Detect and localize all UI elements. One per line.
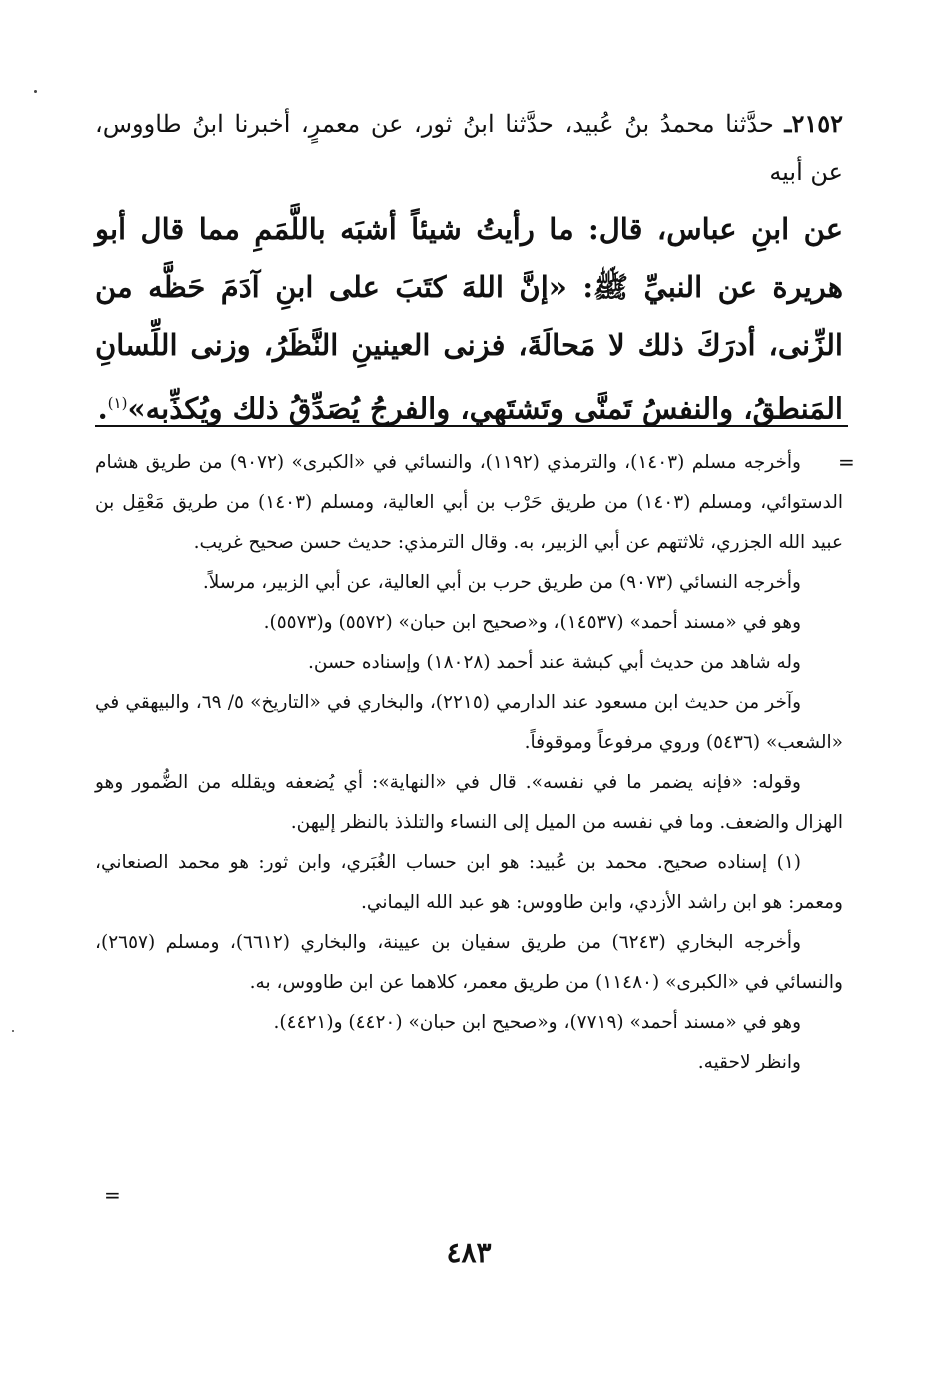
hadith-number: ٢١٥٢ـ (784, 109, 843, 138)
footnote-paragraph: وهو في «مسند أحمد» (١٤٥٣٧)، و«صحيح ابن حبان» (٥٥٧٢) و(٥٥٧٣). (263, 612, 801, 633)
matn-end-mark: . (97, 391, 108, 426)
scan-speck (34, 90, 37, 93)
footnote-separator (95, 425, 848, 427)
footnote-paragraph: وله شاهد من حديث أبي كبشة عند أحمد (١٨٠٢٨) وإسناده حسن. (308, 652, 801, 673)
hadith-matn (95, 200, 843, 438)
footnote-paragraph: وأخرجه النسائي (٩٠٧٣) من طريق حرب بن أبي العالية، عن أبي الزبير، مرسلاً. (202, 572, 801, 593)
footnote-paragraph: وانظر لاحقيه. (697, 1052, 801, 1073)
continuation-mark-top: = (838, 450, 855, 474)
scan-speck (12, 1030, 14, 1032)
page-number: ٤٨٣ (446, 1236, 492, 1269)
hadith-isnad (95, 100, 843, 196)
footnote-paragraph: وقوله: «فإنه يضمر ما في نفسه». قال في «النهاية»: أي يُضعفه ويقلله من الضُّمور وهو الهزال والضعف. وما في نفسه من الميل إلى النساء والتلذذ بالنظر إليهن. (95, 772, 843, 833)
matn-text: عن ابنِ عباس، قال: ما رأيتُ شيئاً أشبَه باللَّمَمِ مما قال أبو هريرة عن النبيِّ ﷺ: «إنَّ اللهَ كتَبَ على ابنِ آدَمَ حَظَّه من الزِّنى، أدرَكَ ذلك لا مَحالَةَ، فزنى العينينِ النَّظَرُ، وزنى اللِّسانِ المَنطقُ، والنفسُ تَمنَّى وتَشتَهي، والفرجُ يُصَدِّقُ ذلك ويُكذِّبه» (95, 212, 843, 426)
footnote-paragraph: وأخرجه مسلم (١٤٠٣)، والترمذي (١١٩٢)، والنسائي في «الكبرى» (٩٠٧٢) من طريق هشام الدستوائي، ومسلم (١٤٠٣) من طريق حَرْب بن أبي العالية، ومسلم (١٤٠٣) من طريق مَعْقِل بن عبيد الله الجزري، ثلاثتهم عن أبي الزبير، به. وقال الترمذي: حديث حسن صحيح غريب. (95, 452, 843, 553)
isnad-text: حدَّثنا محمدُ بنُ عُبيد، حدَّثنا ابنُ ثور، عن معمرٍ، أخبرنا ابنُ طاووس، عن أبيه (95, 110, 843, 186)
continuation-mark-bottom: = (104, 1183, 121, 1207)
footnote-paragraph: وهو في «مسند أحمد» (٧٧١٩)، و«صحيح ابن حبان» (٤٤٢٠) و(٤٤٢١). (273, 1012, 801, 1033)
footnote-ref: (١) (107, 394, 128, 412)
footnote-paragraph: وأخرجه البخاري (٦٢٤٣) من طريق سفيان بن عيينة، والبخاري (٦٦١٢)، ومسلم (٢٦٥٧)، والنسائي في «الكبرى» (١١٤٨٠) من طريق معمر، كلاهما عن ابن طاووس، به. (95, 932, 843, 993)
footnote-paragraph: وآخر من حديث ابن مسعود عند الدارمي (٢٢١٥)، والبخاري في «التاريخ» ٥/ ٦٩، والبيهقي في «الشعب» (٥٤٣٦) وروي مرفوعاً وموقوفاً. (95, 692, 843, 753)
footnote-1: (١) إسناده صحيح. محمد بن عُبيد: هو ابن حساب الغُبَري، وابن ثور: هو محمد الصنعاني، ومعمر: هو ابن راشد الأزدي، وابن طاووس: هو عبد الله اليماني. (95, 852, 843, 913)
footnotes (95, 443, 843, 1083)
